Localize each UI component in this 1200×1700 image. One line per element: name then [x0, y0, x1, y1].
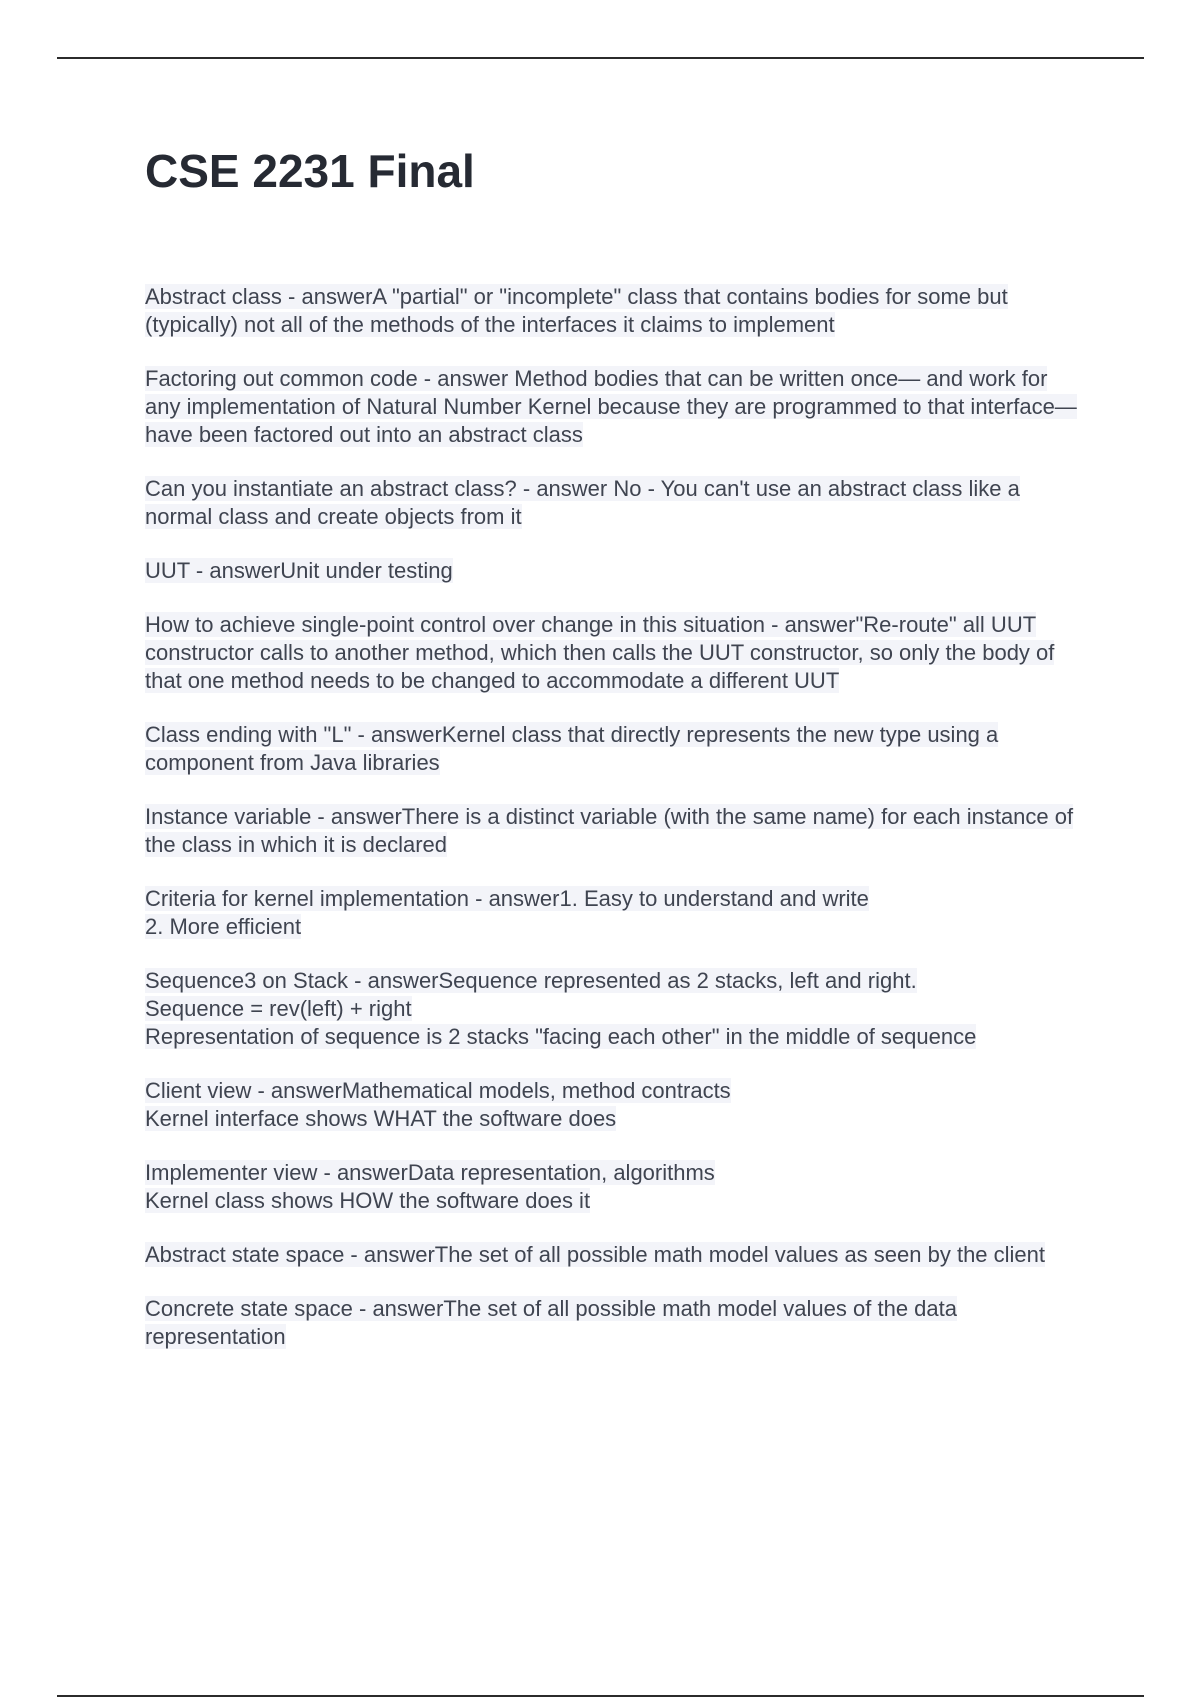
- flashcard: [145, 1295, 1085, 1351]
- flashcard-text: Implementer view - answerData representation, algorithms: [145, 1160, 715, 1185]
- flashcard-text: Criteria for kernel implementation - answer1. Easy to understand and write: [145, 886, 869, 911]
- flashcard: [145, 803, 1085, 859]
- flashcard: [145, 475, 1085, 531]
- flashcard: [145, 365, 1085, 449]
- flashcard: [145, 1077, 1085, 1133]
- flashcard-text: 2. More efficient: [145, 914, 302, 939]
- flashcard-text: Factoring out common code - answer Method bodies that can be written once— and work for any implementation of Natural Number Kernel because they are programmed to that interface—have been factored out into an abstract class: [145, 366, 1077, 447]
- flashcard: [145, 1241, 1085, 1269]
- flashcard: [145, 967, 1085, 1051]
- flashcard: [145, 557, 1085, 585]
- flashcard: [145, 611, 1085, 695]
- flashcard-text: Sequence = rev(left) + right: [145, 996, 412, 1021]
- flashcard-text: Representation of sequence is 2 stacks "facing each other" in the middle of sequence: [145, 1024, 977, 1049]
- flashcard-text: How to achieve single-point control over change in this situation - answer"Re-route" all UUT constructor calls to another method, which then calls the UUT constructor, so only the body of that one method needs to be changed to accommodate a different UUT: [145, 612, 1055, 693]
- flashcard-text: Abstract class - answerA "partial" or "incomplete" class that contains bodies for some but (typically) not all of the methods of the interfaces it claims to implement: [145, 284, 1008, 337]
- flashcard-text: Client view - answerMathematical models, method contracts: [145, 1078, 731, 1103]
- flashcard-text: Concrete state space - answerThe set of all possible math model values of the data representation: [145, 1296, 957, 1349]
- flashcard-text: Kernel class shows HOW the software does it: [145, 1188, 591, 1213]
- flashcard-text: Instance variable - answerThere is a distinct variable (with the same name) for each instance of the class in which it is declared: [145, 804, 1074, 857]
- flashcard: [145, 885, 1085, 941]
- flashcard-text: Kernel interface shows WHAT the software does: [145, 1106, 617, 1131]
- flashcard: [145, 283, 1085, 339]
- page-title: CSE 2231 Final: [145, 145, 475, 197]
- flashcard: [145, 1159, 1085, 1215]
- flashcard-text: Can you instantiate an abstract class? - answer No - You can't use an abstract class like a normal class and create objects from it: [145, 476, 1020, 529]
- bottom-rule: [57, 1695, 1144, 1697]
- flashcard-text: Abstract state space - answerThe set of all possible math model values as seen by the client: [145, 1242, 1046, 1267]
- flashcard-list: [145, 283, 1085, 1377]
- flashcard-text: Sequence3 on Stack - answerSequence represented as 2 stacks, left and right.: [145, 968, 917, 993]
- flashcard-text: UUT - answerUnit under testing: [145, 558, 453, 583]
- top-rule: [57, 57, 1144, 59]
- flashcard: [145, 721, 1085, 777]
- flashcard-text: Class ending with "L" - answerKernel class that directly represents the new type using a component from Java libraries: [145, 722, 999, 775]
